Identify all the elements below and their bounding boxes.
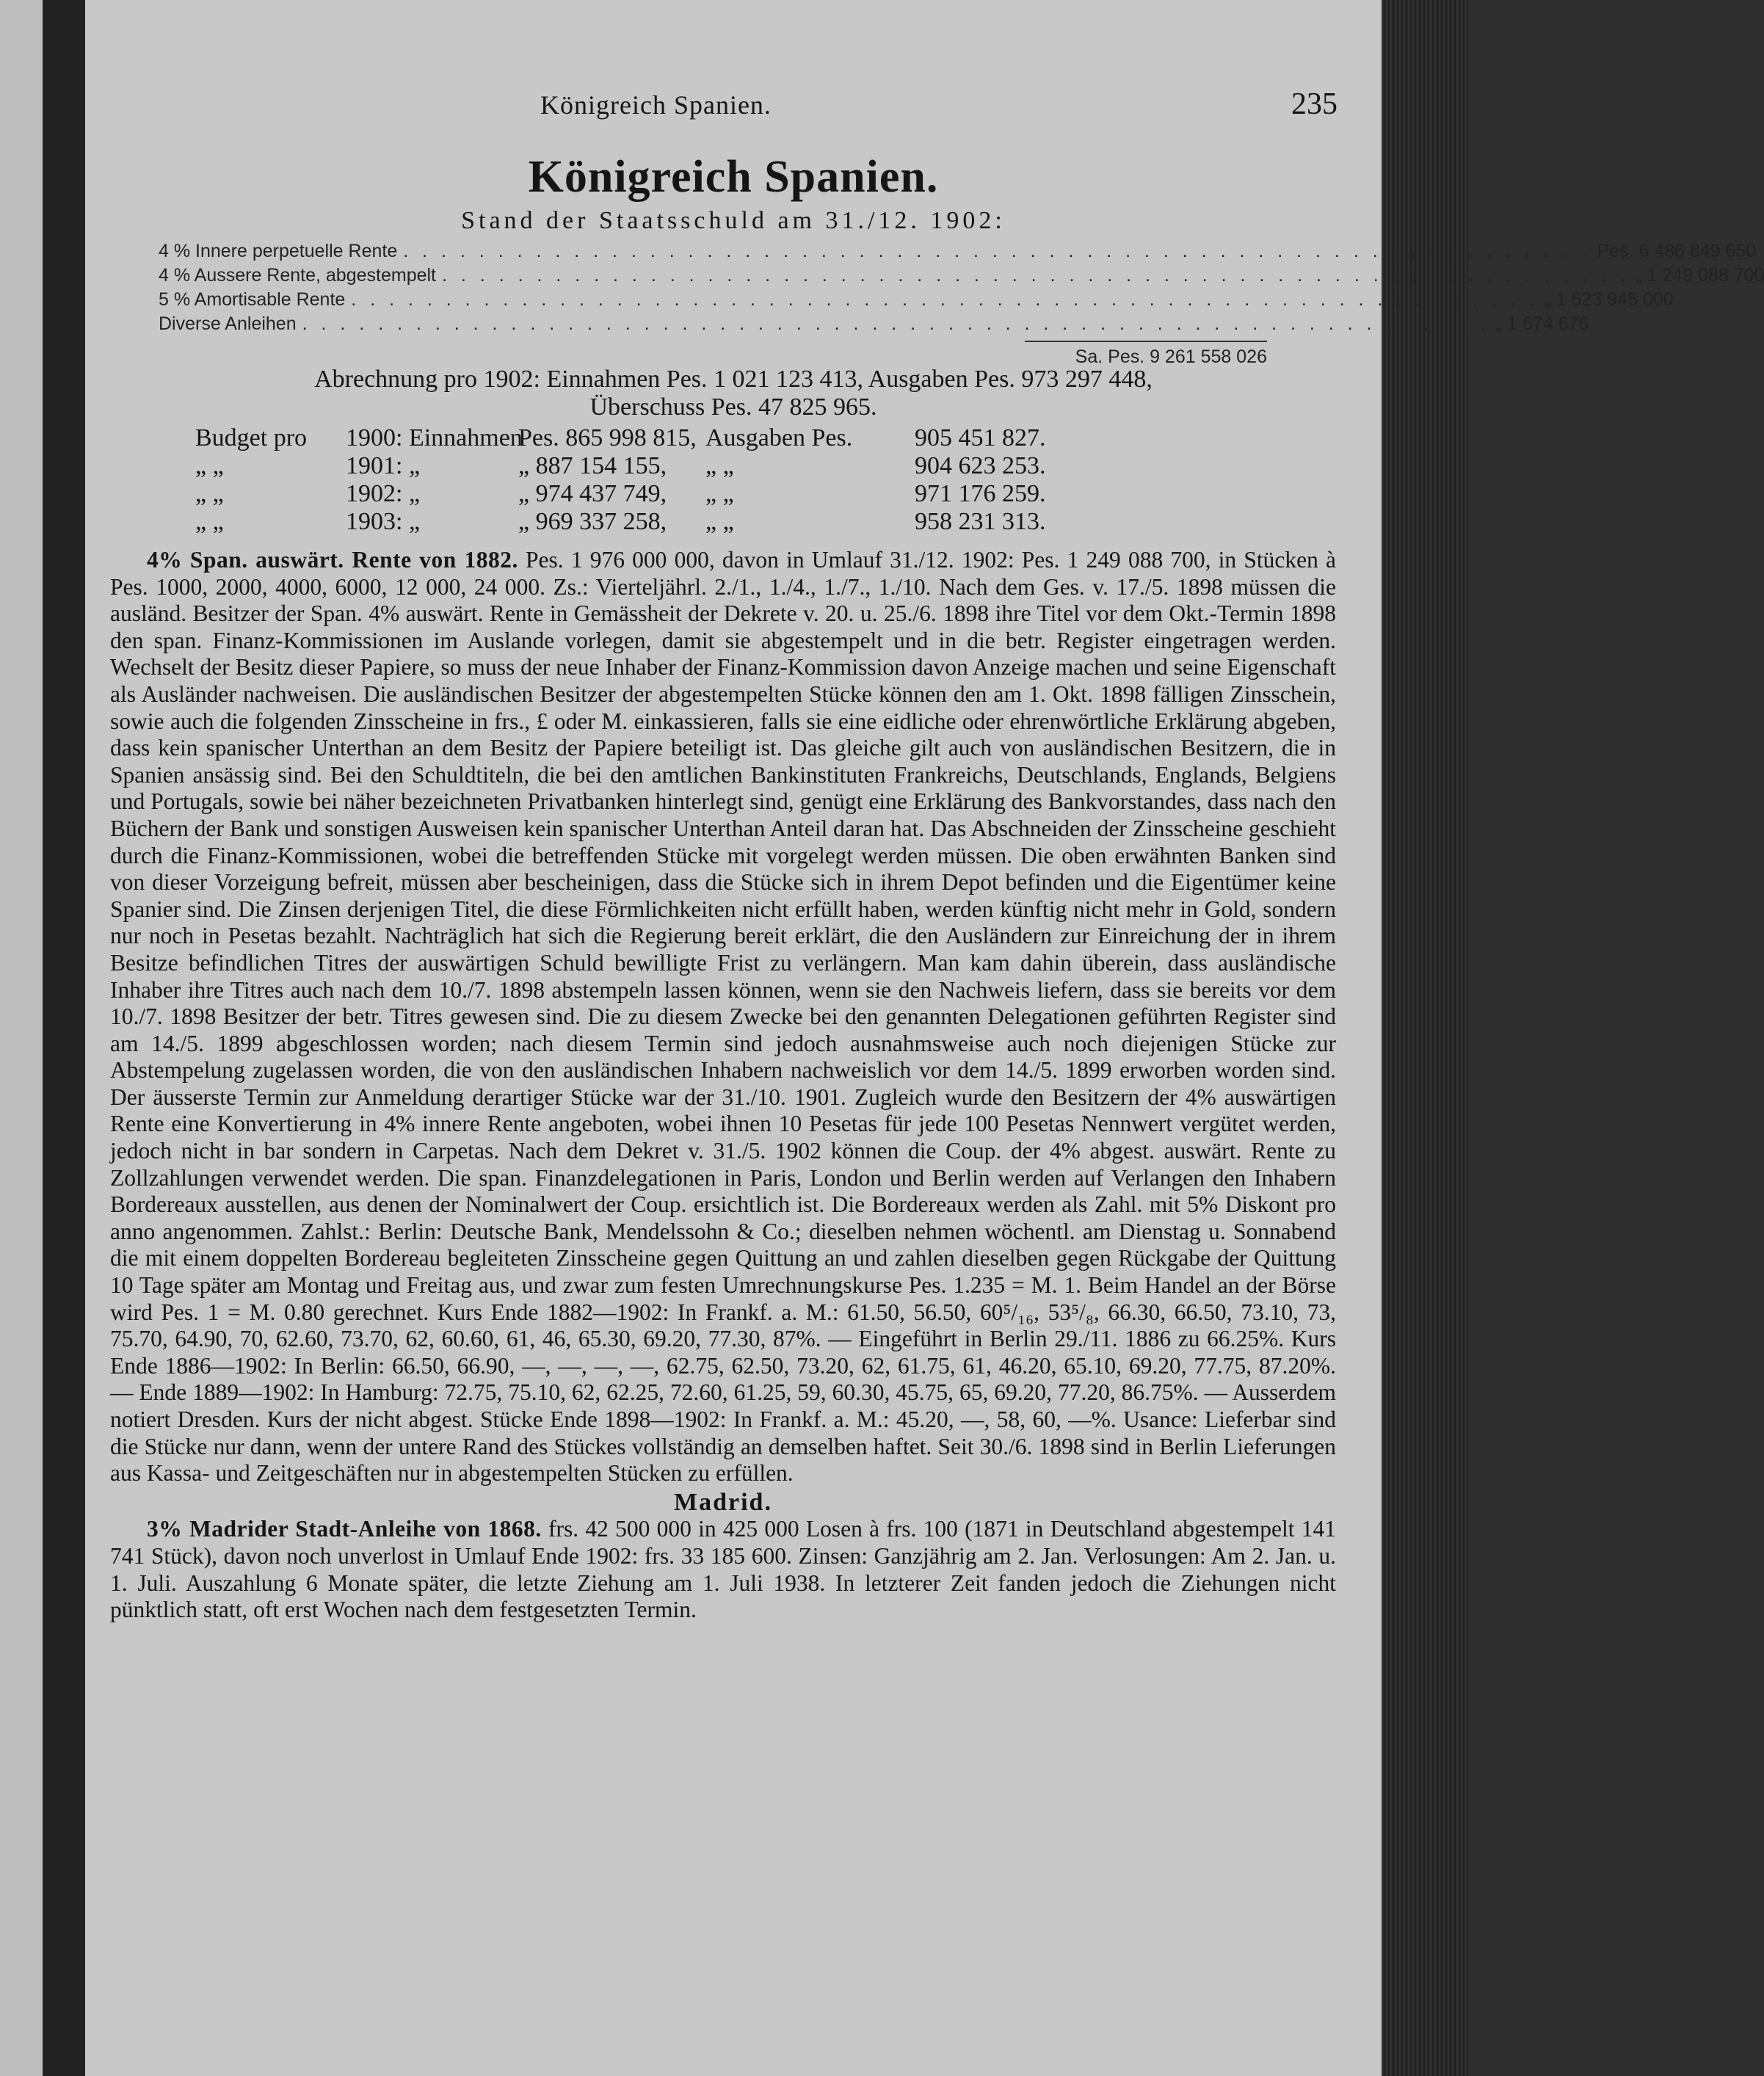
budget-cell: 958 231 313. (915, 508, 1046, 535)
paragraph-span-rente (110, 547, 1336, 1487)
debt-row (159, 264, 1764, 288)
budget-cell: 904 623 253. (915, 452, 1046, 479)
budget-cell: „ „ (195, 480, 224, 507)
abrechnung-line: Überschuss Pes. 47 825 965. (589, 393, 877, 421)
debt-amount: Pes. 6 486 849 650 (1597, 241, 1757, 261)
debt-sum: Sa. Pes. 9 261 558 026 (1025, 341, 1267, 368)
budget-cell: „ „ (705, 480, 734, 507)
debt-label: 4 % Aussere Rente, abgestempelt (159, 265, 437, 286)
debt-row (159, 288, 1674, 312)
budget-row (195, 508, 1260, 536)
budget-cell: Ausgaben Pes. (705, 424, 853, 451)
section-heading-madrid: Madrid. (674, 1488, 772, 1516)
running-head (85, 87, 1382, 126)
body-text (110, 547, 1336, 1624)
budget-cell: 971 176 259. (915, 480, 1046, 507)
abrechnung-line: Abrechnung pro 1902: Einnahmen Pes. 1 021 123 413, Ausgaben Pes. 973 297 448, (314, 366, 1153, 393)
page-subtitle: Stand der Staatsschuld am 31./12. 1902: (461, 207, 1006, 234)
budget-cell: „ „ (705, 508, 734, 535)
book-page (85, 0, 1764, 2076)
page-title: Königreich Spanien. (528, 152, 939, 202)
budget-row (195, 424, 1260, 452)
budget-cell: „ „ (705, 452, 734, 479)
debt-row (159, 239, 1757, 264)
dot-leader: . . . . . . . . . . . . . . . . . . . . . . . . . . . . . . . . . . . . . . . . . . . . . . . . . . . . . . . . . . . . . . . (403, 241, 1591, 261)
section-heading: 3% Madrider Stadt-Anleihe von 1868. (147, 1516, 542, 1542)
budget-cell: „ 969 337 258, (518, 508, 667, 535)
debt-row (159, 312, 1589, 336)
budget-row (195, 452, 1260, 480)
dot-leader: . . . . . . . . . . . . . . . . . . . . . . . . . . . . . . . . . . . . . . . . . . . . . . . . . . . . . . . . . . . . . . . (351, 289, 1539, 310)
section-body: Pes. 1 976 000 000, davon in Umlauf 31./12. 1902: Pes. 1 249 088 700, in Stücken à Pes. 1000, 2000, 4000, 6000, 12 000, 24 000. Zs.: Vierteljährl. 2./1., 1./4., 1./7., 1./10. Nach dem Ges. v. 17./5. 1898 müssen die ausländ. Besitzer der Span. 4% auswärt. Rente in Gemässheit der Dekrete v. 20. u. 25./6. 1898 ihre Titel vor dem Okt.-Termin 1898 den span. Finanz-Kommissionen im Auslande vorlegen, damit sie abgestempelt und in die betr. Register eingetragen werden. Wechselt der Besitz dieser Papiere, so muss der neue Inhaber der Finanz-Kommission davon Anzeige machen und seine Eigenschaft als Ausländer nachweisen. Die ausländischen Besitzer der abgestempelten Stücke können den am 1. Okt. 1898 fälligen Zinsschein, sowie auch die folgenden Zinsscheine in frs., £ oder M. einkassieren, falls sie eine eidliche oder ehrenwörtliche Erklärung abgeben, dass kein spanischer Unterthan an dem Besitz der Papiere beteiligt ist. Das gleiche gilt auch von ausländischen Besitzern, die in Spanien ansässig sind. Bei den Schuldtiteln, die bei den amtlichen Bankinstituten Frankreichs, Deutschlands, Englands, Belgiens und Portugals, sowie bei näher bezeichneten Privatbanken hinterlegt sind, genügt eine Erklärung des Bankvorstandes, dass nach den Büchern der Bank und sonstigen Ausweisen kein spanischer Unterthan Anteil daran hat. Das Abschneiden der Zinsscheine geschieht durch die Finanz-Kommissionen, wobei die betreffenden Stücke mit vorgelegt werden müssen. Die oben erwähnten Banken sind von dieser Vorzeigung befreit, müssen aber bescheinigen, dass die Stücke sich in ihrem Depot befinden und die Eigentümer keine Spanier sind. Die Zinsen derjenigen Titel, die diese Förmlichkeiten nicht erfüllt haben, werden künftig nicht mehr in Gold, sondern nur noch in Pesetas bezahlt. Nachträglich hat sich die Regierung bereit erklärt, die den Ausländern zur Einreichung der in ihrem Besitze befindlichen Titres der auswärtigen Schuld bewilligte Frist zu verlängern. Man kam dahin überein, dass ausländische Inhaber ihre Titres auch nach dem 10./7. 1898 abstempeln lassen können, wenn sie den Nachweis liefern, dass sie bereits vor dem 10./7. 1898 Besitzer der betr. Titres gewesen sind. Die zu diesem Zwecke bei den genannten Delegationen geführten Register sind am 14./5. 1899 abgeschlossen worden; nach diesem Termin sind jedoch ausnahmsweise auch noch diejenigen Stücke zur Abstempelung zugelassen worden, die von den ausländischen Inhabern nachweislich vor dem 14./5. 1899 erworben worden sind. Der äusserste Termin zur Anmeldung derartiger Stücke war der 31./10. 1901. Zugleich wurde den Besitzern der 4% auswärtigen Rente eine Konvertierung in 4% innere Rente angeboten, wobei ihnen 10 Pesetas für jede 100 Pesetas Nennwert vergütet werden, jedoch nicht in bar sondern in Carpetas. Nach dem Dekret v. 31./5. 1902 können die Coup. der 4% abgest. auswärt. Rente zu Zollzahlungen verwendet werden. Die span. Finanzdelegationen in Paris, London und Berlin werden auf Verlangen den Inhabern Bordereaux ausstellen, aus denen der Nominalwert der Coup. ersichtlich ist. Die Bordereaux werden als Zahl. mit 5% Diskont pro anno angenommen. Zahlst.: Berlin: Deutsche Bank, Mendelssohn & Co.; dieselben nehmen wöchentl. am Dienstag u. Sonnabend die mit einem doppelten Bordereau begleiteten Zinsscheine gegen Quittung an und zahlen dieselben gegen Rückgabe der Quittung 10 Tage später am Montag und Freitag aus, und zwar zum festen Umrechnungskurse Pes. 1.235 = M. 1. Beim Handel an der Börse wird Pes. 1 = M. 0.80 gerechnet. Kurs Ende 1882—1902: In Frankf. a. M.: 61.50, 56.50, 60⁵/₁₆, 53⁵/₈, 66.30, 66.50, 73.10, 73, 75.70, 64.90, 70, 62.60, 73.70, 62, 60.60, 61, 46, 65.30, 69.20, 77.30, 87%. — Eingeführt in Berlin 29./11. 1886 zu 66.25%. Kurs Ende 1886—1902: In Berlin: 66.50, 66.90, —, —, —, —, 62.75, 62.50, 73.20, 62, 61.75, 61, 46.20, 65.10, 69.20, 77.75, 87.20%. — Ende 1889—1902: In Hamburg: 72.75, 75.10, 62, 62.25, 72.60, 61.25, 59, 60.30, 45.75, 65, 69.20, 77.20, 86.75%. — Ausserdem notiert Dresden. Kurs der nicht abgest. Stücke Ende 1898—1902: In Frankf. a. M.: 45.20, —, 58, 60, —%. Usance: Lieferbar sind die Stücke nur dann, wenn der untere Rand des Stückes vollständig an demselben haftet. Seit 30./6. 1898 sind in Berlin Lieferungen aus Kassa- und Zeitgeschäften nur in abgestempelten Stücken zu erfüllen. (110, 547, 1337, 1487)
debt-label: 4 % Innere perpetuelle Rente (159, 241, 398, 261)
budget-cell: Budget pro (195, 424, 308, 451)
budget-cell: 1902: „ (346, 480, 421, 507)
debt-amount: „ 1 249 088 700 (1636, 265, 1764, 286)
debt-label: Diverse Anleihen (159, 313, 297, 334)
dot-leader: . . . . . . . . . . . . . . . . . . . . . . . . . . . . . . . . . . . . . . . . . . . . . . . . . . . . . . . . . . . . . . . (442, 265, 1630, 286)
book-edge (1380, 0, 1468, 2076)
debt-amount: „ 1 674 676 (1495, 313, 1589, 334)
budget-cell: 905 451 827. (915, 424, 1046, 451)
running-title: Königreich Spanien. (540, 90, 772, 120)
debt-amount: „ 1 523 945 000 (1545, 289, 1674, 310)
section-heading: 4% Span. auswärt. Rente von 1882. (147, 547, 518, 573)
budget-cell: 1900: Einnahmen (346, 424, 523, 451)
debt-table (159, 239, 1764, 368)
budget-cell: „ „ (195, 452, 224, 479)
budget-cell: „ 887 154 155, (518, 452, 667, 479)
paragraph-madrid-anleihe (110, 1516, 1336, 1623)
section-body: frs. 42 500 000 in 425 000 Losen à frs. 100 (1871 in Deutschland abgestempelt 141 741 Stück), davon noch unverlost in Umlauf Ende 1902: frs. 33 185 600. Zinsen: Ganzjährig am 2. Jan. Verlosungen: Am 2. Jan. u. 1. Juli. Auszahlung 6 Monate später, die letzte Ziehung am 1. Juli 1938. In letzterer Zeit fanden jedoch die Ziehungen nicht pünktlich statt, oft erst Wochen nach dem festgesetzten Termin. (110, 1516, 1337, 1623)
abrechnung (85, 366, 1382, 421)
budget-cell: 1901: „ (346, 452, 421, 479)
page-number: 235 (1291, 87, 1337, 121)
debt-label: 5 % Amortisable Rente (159, 289, 346, 310)
budget-cell: 1903: „ (346, 508, 421, 535)
budget-cell: „ 974 437 749, (518, 480, 667, 507)
binding-shadow (43, 0, 87, 2076)
budget-table (195, 424, 1260, 536)
dot-leader: . . . . . . . . . . . . . . . . . . . . . . . . . . . . . . . . . . . . . . . . . . . . . . . . . . . . . . . . . . . . . . . (302, 313, 1490, 334)
budget-cell: „ „ (195, 508, 224, 535)
budget-cell: Pes. 865 998 815, (518, 424, 697, 451)
budget-row (195, 480, 1260, 508)
